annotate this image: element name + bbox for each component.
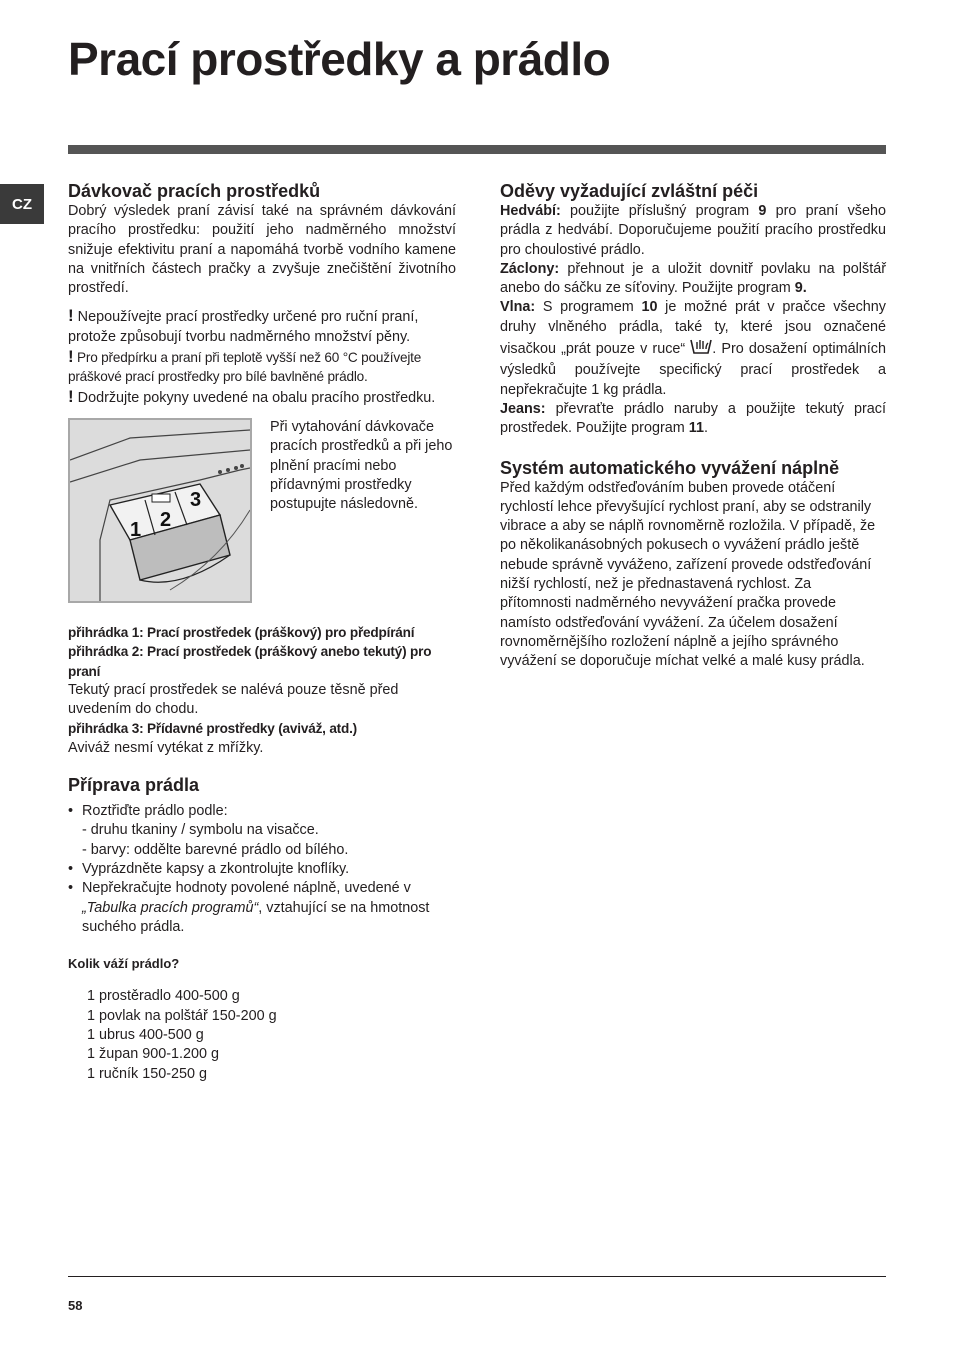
list-subitem: - druhu tkaniny / symbolu na visačce.	[82, 822, 319, 839]
compartment-2-label: 2	[160, 508, 172, 531]
curtains-paragraph: Záclony: přehnout je a uložit dovnitř povlaku na polštář anebo do sáčku ze síťoviny. Použijte program 9.	[500, 260, 886, 297]
dispenser-figure-block	[68, 418, 456, 603]
weights-title: Kolik váží prádlo?	[68, 956, 180, 972]
right-column	[500, 180, 886, 672]
list-item: • Roztřiďte prádlo podle: - druhu tkaniny / symbolu na visačce. - barvy: oddělte barevné prádlo od bílého.	[68, 802, 456, 860]
left-column	[68, 180, 456, 1084]
wool-paragraph: Vlna: S programem 10 je možné prát v pračce všechny druhy vlněného prádla, také ty, které jsou označené visačkou „prát pouze v ruce“ . Pro dosažení optimálních výsledků používejte specifický prací prostředek a nepřekračujte 1 kg prádla.	[500, 299, 886, 398]
section-heading-auto-balance: Systém automatického vyvážení náplně	[500, 457, 840, 478]
compartment-2-note: Tekutý prací prostředek se nalévá pouze těsně před uvedením do chodu.	[68, 681, 399, 718]
warning-item	[68, 306, 456, 347]
section-heading-special-care: Oděvy vyžadující zvláštní péči	[500, 181, 759, 201]
dispenser-drawer-icon	[70, 420, 250, 601]
compartment-3-note: Aviváž nesmí vytékat z mřížky.	[68, 739, 264, 756]
section-heading-laundry-prep: Příprava prádla	[68, 775, 200, 796]
compartment-2-desc: přihrádka 2: Prací prostředek (práškový anebo tekutý) pro praní	[68, 644, 432, 679]
compartments	[68, 623, 456, 758]
warning-icon: !	[68, 306, 74, 326]
balance-paragraph: Před každým odstřeďováním buben provede otáčení rychlostí lehce převyšující rychlost praní, aby se odstranily vibrace a aby se náplň rovnoměrně rozložila. V případě, že po několikanásobných pokusech o vyvážení prádlo ještě nebude správně vyváženo, zařízení provede odstřeďování nižší rychlostí, než je přednastavená rychlost. Za přítomnosti nadměrného nevyvážení pračka provede namísto odstřeďování vyvážení. Za účelem dosažení rovnoměrnějšího rozložení náplně a jejího správného vyvážení se doporučuje míchat velké a malé kusy prádla.	[500, 479, 876, 670]
list-item: 1 povlak na polštář 150-200 g	[87, 1007, 277, 1024]
compartment-1-label: 1	[130, 518, 142, 541]
page-number: 58	[68, 1298, 83, 1313]
list-item: 1 župan 900-1.200 g	[87, 1046, 220, 1063]
page-title: Prací prostředky a prádlo	[68, 33, 611, 85]
figure-caption: Při vytahování dávkovače pracích prostředků a při jeho plnění pracími nebo přídavnými prostředky postupujte následovně.	[270, 418, 453, 513]
warning-text: Pro předpírku a praní při teplotě vyšší než 60 °C používejte práškové prací prostředky pro bílé bavlněné prádlo.	[68, 350, 422, 385]
footer-rule	[68, 1276, 886, 1277]
hand-wash-icon	[690, 337, 712, 361]
program-table-reference: „Tabulka pracích programů“	[82, 899, 259, 916]
dispenser-intro: Dobrý výsledek praní závisí také na správném dávkování pracího prostředku: použití jeho nadměrného množství snižuje efektivitu praní a napomáhá tvorbě vodního kamene na vnitřních částech pračky a zvyšuje znečištění životního prostředí.	[68, 203, 456, 297]
dispenser-drawer-illustration	[68, 418, 252, 603]
compartment-1-desc: přihrádka 1: Prací prostředek (práškový) pro předpírání	[68, 624, 415, 640]
warning-icon: !	[68, 386, 74, 406]
weights-list	[87, 987, 456, 1083]
warnings	[68, 306, 456, 407]
compartment-3-label: 3	[190, 488, 202, 511]
warning-icon: !	[68, 347, 74, 367]
language-tab: CZ	[0, 184, 44, 224]
jeans-paragraph: Jeans: převraťte prádlo naruby a použijte tekutý prací prostředek. Použijte program 11.	[500, 400, 886, 437]
list-item: 1 ručník 150-250 g	[87, 1065, 208, 1082]
list-item: • Vyprázdněte kapsy a zkontrolujte knoflíky.	[68, 860, 456, 879]
warning-text: Dodržujte pokyny uvedené na obalu pracího prostředku.	[77, 389, 436, 406]
warning-item	[68, 347, 456, 387]
list-subitem: - barvy: oddělte barevné prádlo od bílého.	[82, 841, 349, 858]
list-item: 1 prostěradlo 400-500 g	[87, 988, 240, 1005]
list-item: • Nepřekračujte hodnoty povolené náplně, uvedené v „Tabulka pracích programů“, vztahující se na hmotnost suchého prádla.	[68, 879, 456, 937]
prep-list	[68, 802, 456, 937]
title-rule	[68, 145, 886, 154]
warning-item	[68, 387, 456, 408]
section-heading-dispenser: Dávkovač pracích prostředků	[68, 181, 321, 201]
silk-paragraph: Hedvábí: použijte příslušný program 9 pro praní všeho prádla z hedvábí. Doporučujeme použití pracího prostředku pro choulostivé prádlo.	[500, 203, 887, 258]
warning-text: Nepoužívejte prací prostředky určené pro ruční praní, protože způsobují tvorbu nadměrného množství pěny.	[68, 309, 419, 345]
compartment-3-desc: přihrádka 3: Přídavné prostředky (aviváž, atd.)	[68, 721, 358, 737]
list-item: 1 ubrus 400-500 g	[87, 1027, 204, 1044]
